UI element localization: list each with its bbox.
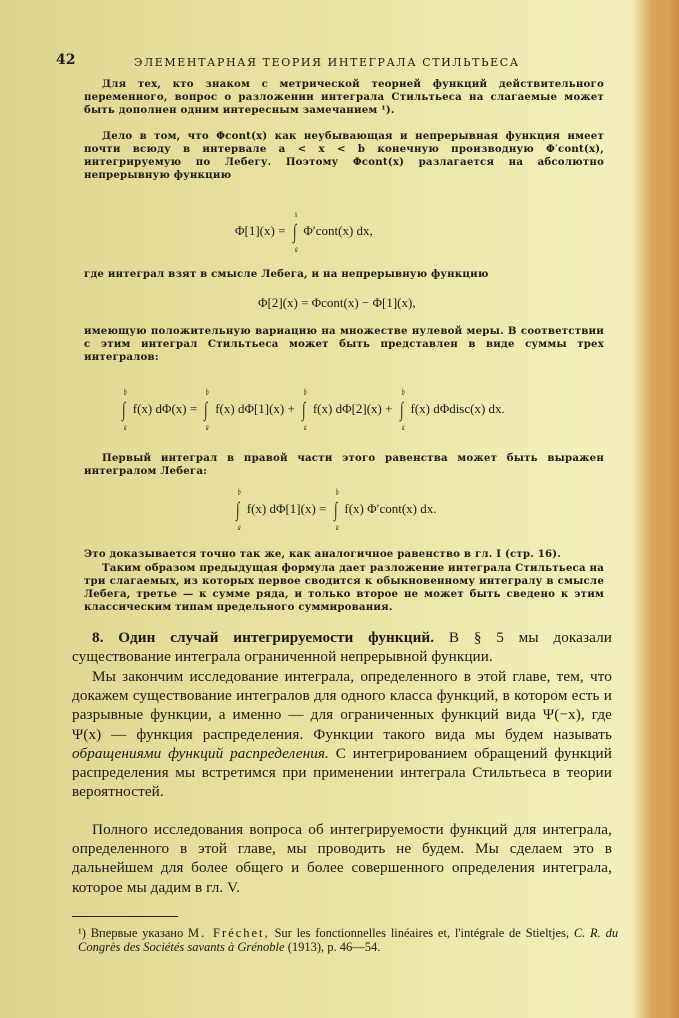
page-edge-shadow xyxy=(659,0,679,1018)
section-8-intro xyxy=(72,628,612,666)
running-title: ЭЛЕМЕНТАРНАЯ ТЕОРИЯ ИНТЕГРАЛА СТИЛЬТЬЕСА xyxy=(134,56,520,69)
paragraph-variation: имеющую положительную вариацию на множестве нулевой меры. В соответствии с этим интеграл Стильтьеса может быть представлен в виде суммы трех интегралов: xyxy=(84,325,604,363)
integral-sign-icon: ∫ x a xyxy=(292,209,298,254)
emphasized-term: обращениями функций распределения. xyxy=(72,744,329,762)
equation-lebesgue-lhs: f(x) dΦ[1](x) = xyxy=(246,500,327,516)
equation-phi1-lhs: Φ[1](x) = xyxy=(235,222,286,238)
paragraph-intro: Для тех, кто знаком с метрической теорией функций действительного переменного, вопрос о разложении интеграла Стильтьеса на слагаемые может быть дополнен одним интересным замечанием ¹). xyxy=(84,78,604,116)
footnote-divider xyxy=(72,916,178,917)
section-8-paragraph-2: Полного исследования вопроса об интегрируемости функций для интеграла, определенного в этой главе, мы проводить не будем. Мы сделаем это в дальнейшем для более общего и более совершенного определения интеграла, которое мы дадим в гл. V. xyxy=(72,821,612,896)
integral-sign-icon: ∫ b a xyxy=(302,387,307,432)
paragraph-phi-cont: Дело в том, что Φcont(x) как неубывающая и непрерывная функция имеет почти всюду в интервале a < x < b конечную производную Φ′cont(x), интегрируемую по Лебегу. Поэтому Φcont(x) разлагается на абсолютно непрерывную функцию xyxy=(84,130,604,181)
equation-lebesgue-form xyxy=(232,487,437,532)
footnote-year-pages: (1913), p. 46—54. xyxy=(287,940,381,954)
footnote-author: M. Fréchet, xyxy=(188,926,270,940)
equation-lebesgue-rhs: f(x) Φ′cont(x) dx. xyxy=(344,500,437,516)
footnote-title: Sur les fonctionnelles linéaires et, l'intégrale de Stieltjes, xyxy=(274,926,570,940)
integral-sign-icon: ∫ b a xyxy=(204,387,210,432)
paragraph-summary: Таким образом предыдущая формула дает разложение интеграла Стильтьеса на три слагаемых, из которых первое сводится к обыкновенному интегралу в смысле Лебега, третье — к сумме ряда, и только второе не может быть сведено к этим классическим типам предельного суммирования. xyxy=(84,562,604,613)
equation-phi1 xyxy=(235,209,373,254)
page-header xyxy=(56,52,616,72)
footnote-journal: C. R. du Congrès des Sociétés savants à Grénoble xyxy=(78,926,619,954)
page-number: 42 xyxy=(56,52,76,68)
section-8-paragraph-1: Мы закончим исследование интеграла, определенного в этой главе, тем, что докажем существование интегралов для одного класса функций, в котором есть и разрывные функции, а именно — для ограниченных функций вида Ψ(−x), где Ψ(x) — функция распределения. Функции такого вида мы будем называть обращениями функций распределения. С интегрированием обращений функций распределения мы встретимся при применении интеграла Стильтьеса в теории вероятностей. xyxy=(72,668,612,801)
equation-phi1-rhs: Φ′cont(x) dx, xyxy=(303,222,373,238)
equation-term2: f(x) dΦ[2](x) + xyxy=(312,400,393,416)
equation-phi2: Φ[2](x) = Φcont(x) − Φ[1](x), xyxy=(258,295,416,310)
paragraph-proof-note: Это доказывается точно так же, как аналогичное равенство в гл. I (стр. 16). xyxy=(84,548,562,560)
paragraph-lebesgue-note: где интеграл взят в смысле Лебега, и на непрерывную функцию xyxy=(84,268,489,280)
equation-term1: f(x) dΦ[1](x) + xyxy=(215,400,295,416)
integral-sign-icon: ∫ b a xyxy=(236,487,241,532)
section-lead: В § 5 мы доказали существование интеграла ограниченной непрерывной функции. xyxy=(72,629,612,666)
integral-sign-icon: ∫ b a xyxy=(399,387,405,432)
equation-term3: f(x) dΦdisc(x) dx. xyxy=(410,400,505,416)
integral-sign-icon: ∫ b a xyxy=(122,387,127,432)
footnote: ¹) Впервые указано M. Fréchet, Sur les fonctionnelles linéaires et, l'intégrale de Stieltjes, C. R. du Congrès des Sociétés savants à Grénoble (1913), p. 46—54. xyxy=(78,926,619,954)
section-heading: 8. Один случай интегрируемости функций. xyxy=(92,629,435,646)
equation-decomposition xyxy=(118,387,505,432)
equation-term0: f(x) dΦ(x) = xyxy=(132,400,198,416)
paragraph-first-integral: Первый интеграл в правой части этого равенства может быть выражен интегралом Лебега: xyxy=(84,452,604,477)
integral-sign-icon: ∫ b a xyxy=(333,487,339,532)
footnote-marker: ¹) xyxy=(78,926,86,940)
